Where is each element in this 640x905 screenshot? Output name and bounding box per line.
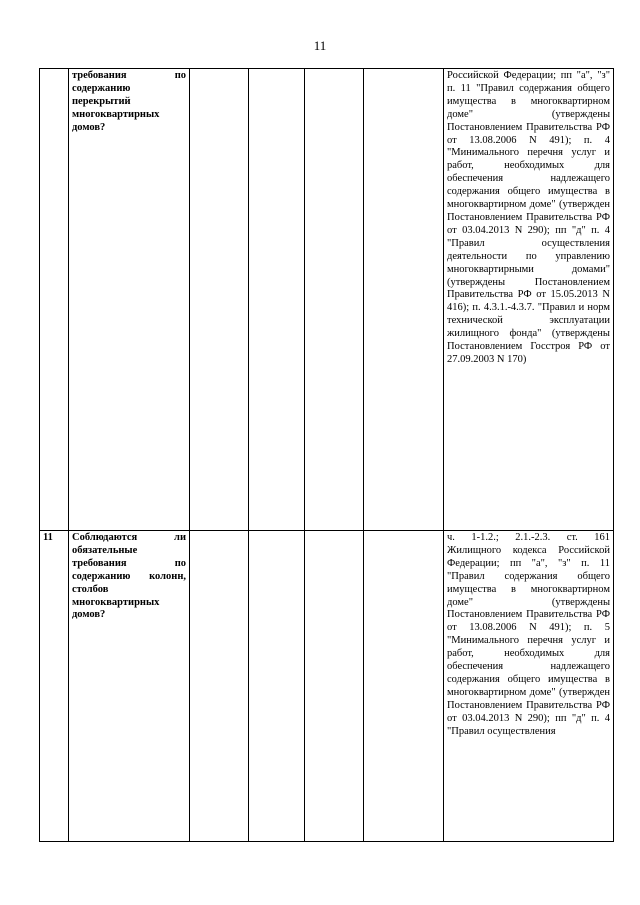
checklist-table xyxy=(39,68,614,842)
question-cell: Соблюдаются ли обязательные требования по содержанию колонн, столбов многоквартирных домов? xyxy=(69,531,190,842)
table-row xyxy=(40,531,614,842)
page-number: 11 xyxy=(313,38,327,53)
question-cell: требования по содержанию перекрытий многоквартирных домов? xyxy=(69,69,190,531)
answer-cell xyxy=(364,69,444,531)
answer-cell xyxy=(249,531,305,842)
row-number: 11 xyxy=(40,531,69,842)
answer-cell xyxy=(190,69,249,531)
answer-cell xyxy=(364,531,444,842)
answer-cell xyxy=(305,69,364,531)
row-number xyxy=(40,69,69,531)
answer-cell xyxy=(190,531,249,842)
table-row xyxy=(40,69,614,531)
answer-cell xyxy=(305,531,364,842)
legal-basis-cell: ч. 1-1.2.; 2.1.-2.3. ст. 161 Жилищного кодекса Российской Федерации; пп "а", "з" п. 11 "Правил содержания общего имущества в многоквартирном доме" (утверждены Постановлением Правительства РФ от 13.08.2006 N 491); п. 5 "Минимального перечня услуг и работ, необходимых для обеспечения надлежащего содержания общего имущества в многоквартирном доме" (утвержден Постановлением Правительства РФ от 03.04.2013 N 290); пп "д" п. 4 "Правил осуществления xyxy=(444,531,614,842)
answer-cell xyxy=(249,69,305,531)
legal-basis-cell: Российской Федерации; пп "а", "з" п. 11 "Правил содержания общего имущества в многоквартирном доме" (утверждены Постановлением Правительства РФ от 13.08.2006 N 491); п. 4 "Минимального перечня услуг и работ, необходимых для обеспечения надлежащего содержания общего имущества в многоквартирном доме" (утвержден Постановлением Правительства РФ от 03.04.2013 N 290); пп "д" п. 4 "Правил осуществления деятельности по управлению многоквартирными домами" (утверждены Постановлением Правительства РФ от 15.05.2013 N 416); п. 4.3.1.-4.3.7. "Правил и норм технической эксплуатации жилищного фонда" (утверждены Постановлением Госстроя РФ от 27.09.2003 N 170) xyxy=(444,69,614,531)
